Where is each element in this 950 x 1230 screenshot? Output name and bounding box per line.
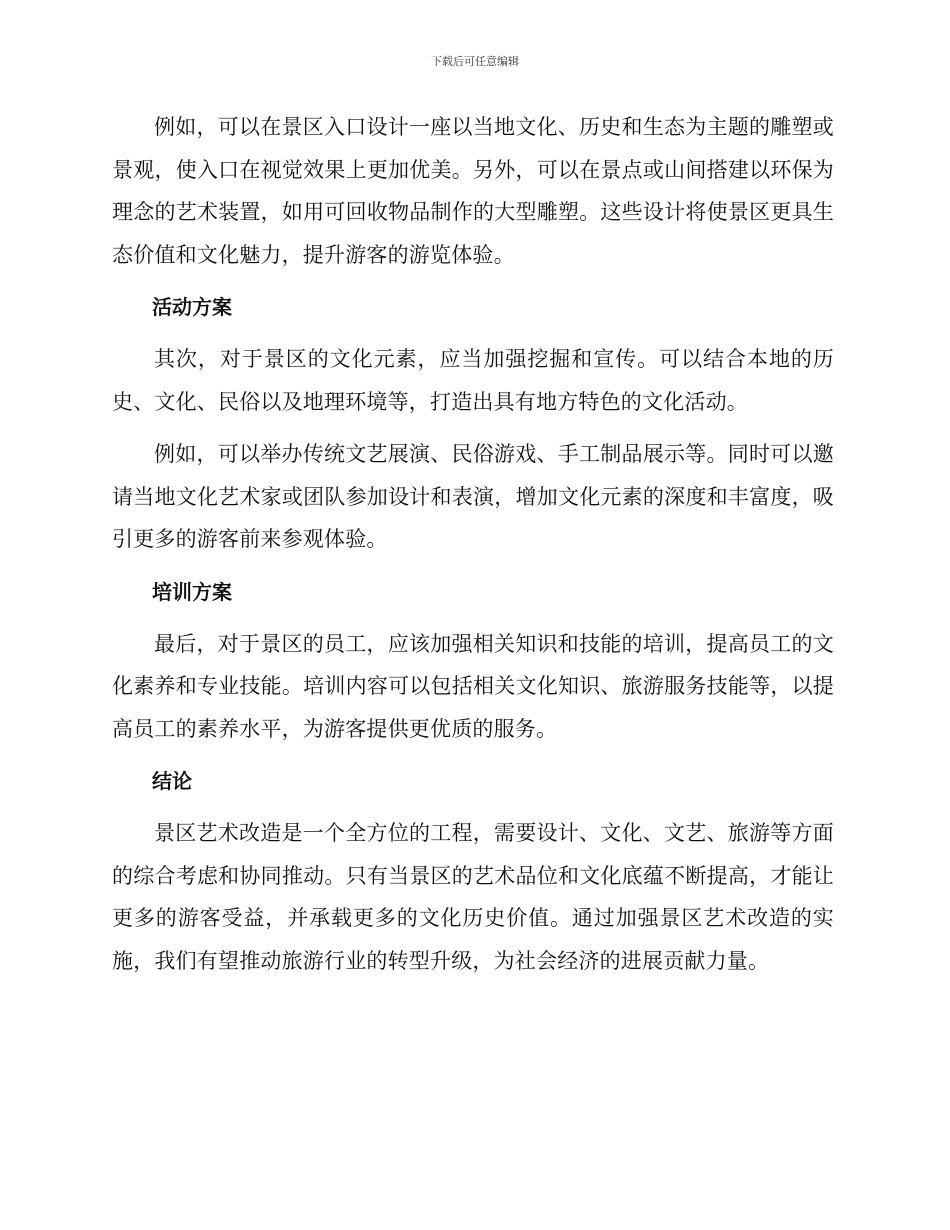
paragraph-conclusion: 景区艺术改造是一个全方位的工程，需要设计、文化、文艺、旅游等方面的综合考虑和协同推动。只有当景区的艺术品位和文化底蕴不断提高，才能让更多的游客受益，并承载更多的文化历史价值。通过加强景区艺术改造的实施，我们有望推动旅游行业的转型升级，为社会经济的进展贡献力量。 bbox=[112, 821, 834, 973]
paragraph-cultural-activities: 例如，可以举办传统文艺展演、民俗游戏、手工制品展示等。同时可以邀请当地文化艺术家或团队参加设计和表演，增加文化元素的深度和丰富度，吸引更多的游客前来参观体验。 bbox=[112, 442, 834, 551]
heading-activity-plan: 活动方案 bbox=[152, 295, 232, 319]
document-body bbox=[112, 106, 834, 992]
page-header-note: 下载后可任意编辑 bbox=[431, 55, 519, 68]
paragraph-staff-training: 最后，对于景区的员工，应该加强相关知识和技能的培训，提高员工的文化素养和专业技能。培训内容可以包括相关文化知识、旅游服务技能等，以提高员工的素养水平，为游客提供更优质的服务。 bbox=[112, 631, 834, 741]
paragraph-entrance-design: 例如，可以在景区入口设计一座以当地文化、历史和生态为主题的雕塑或景观，使入口在视觉效果上更加优美。另外，可以在景点或山间搭建以环保为理念的艺术装置，如用可回收物品制作的大型雕塑。这些设计将使景区更具生态价值和文化魅力，提升游客的游览体验。 bbox=[112, 115, 834, 267]
paragraph-cultural-elements: 其次，对于景区的文化元素，应当加强挖掘和宣传。可以结合本地的历史、文化、民俗以及地理环境等，打造出具有地方特色的文化活动。 bbox=[112, 347, 834, 414]
heading-conclusion: 结论 bbox=[152, 769, 192, 793]
heading-training-plan: 培训方案 bbox=[152, 579, 232, 604]
